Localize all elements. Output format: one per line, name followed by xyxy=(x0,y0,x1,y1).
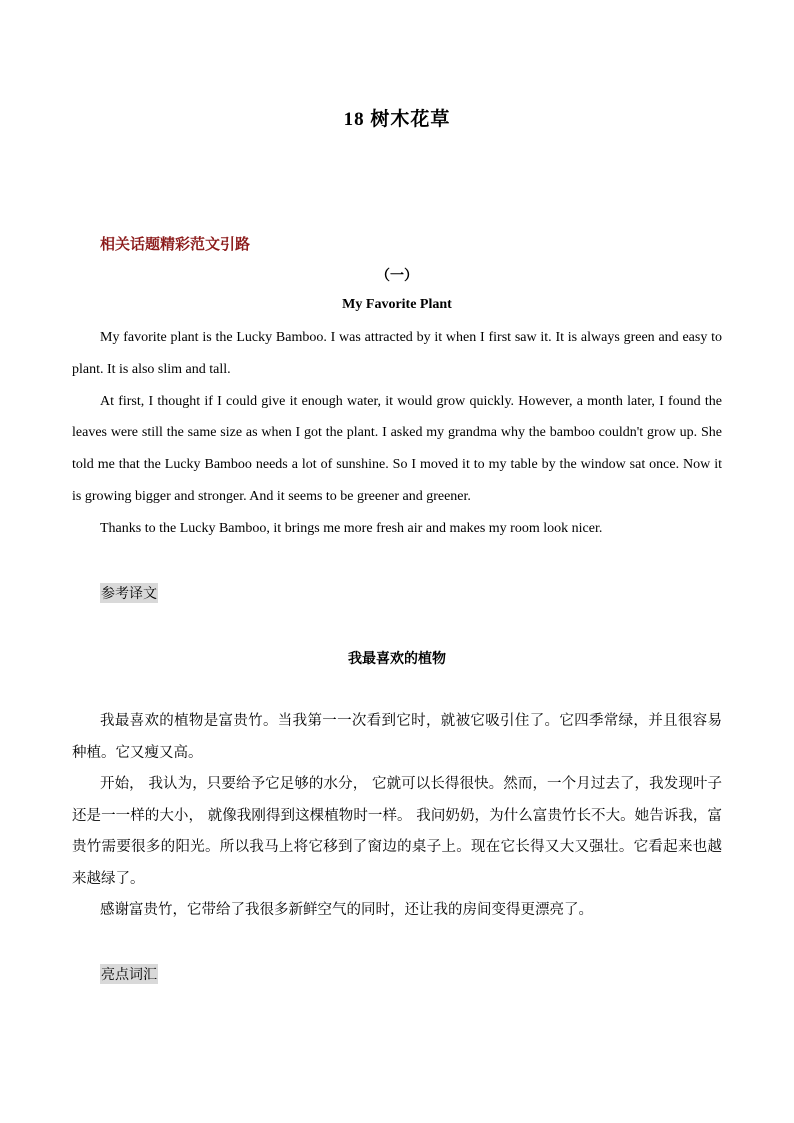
translation-title: 我最喜欢的植物 xyxy=(348,651,446,667)
essay-number: （一） xyxy=(376,269,418,284)
english-essay-body xyxy=(72,322,722,545)
translation-paragraph-1: 我最喜欢的植物是富贵竹。当我第一一次看到它时，就被它吸引住了。它四季常绿，并且很容易种植。它又瘦又高。 xyxy=(72,713,722,761)
translation-paragraph-3: 感谢富贵竹，它带给了我很多新鲜空气的同时，还让我的房间变得更漂亮了。 xyxy=(100,902,593,918)
translation-label: 参考译文 xyxy=(100,583,158,603)
translation-paragraph-2: 开始， 我认为，只要给予它足够的水分， 它就可以长得很快。然而，一个月过去了，我发现叶子还是一一样的大小， 就像我刚得到这棵植物时一样。 我问奶奶，为什么富贵竹长不大。她告诉我，富贵竹需要很多的阳光。所以我马上将它移到了窗边的桌子上。现在它长得又大又强壮。它看起来也越来越绿了。 xyxy=(72,776,722,887)
translation-body xyxy=(72,706,722,927)
vocab-label: 亮点词汇 xyxy=(100,964,158,984)
english-paragraph-1: My favorite plant is the Lucky Bamboo. I was attracted by it when I first saw it. It is always green and easy to plant. It is also slim and tall. xyxy=(72,330,722,377)
english-paragraph-3: Thanks to the Lucky Bamboo, it brings me more fresh air and makes my room look nicer. xyxy=(100,520,603,536)
section-heading: 相关话题精彩范文引路 xyxy=(100,237,251,253)
page-title: 18 树木花草 xyxy=(343,109,451,130)
essay-title: My Favorite Plant xyxy=(342,297,452,312)
english-paragraph-2: At first, I thought if I could give it enough water, it would grow quickly. However, a month later, I found the leaves were still the same size as when I got the plant. I asked my grandma why the bamboo couldn't grow up. She told me that the Lucky Bamboo needs a lot of sunshine. So I moved it to my table by the window sat once. Now it is growing bigger and stronger. And it seems to be greener and greener. xyxy=(72,393,722,504)
